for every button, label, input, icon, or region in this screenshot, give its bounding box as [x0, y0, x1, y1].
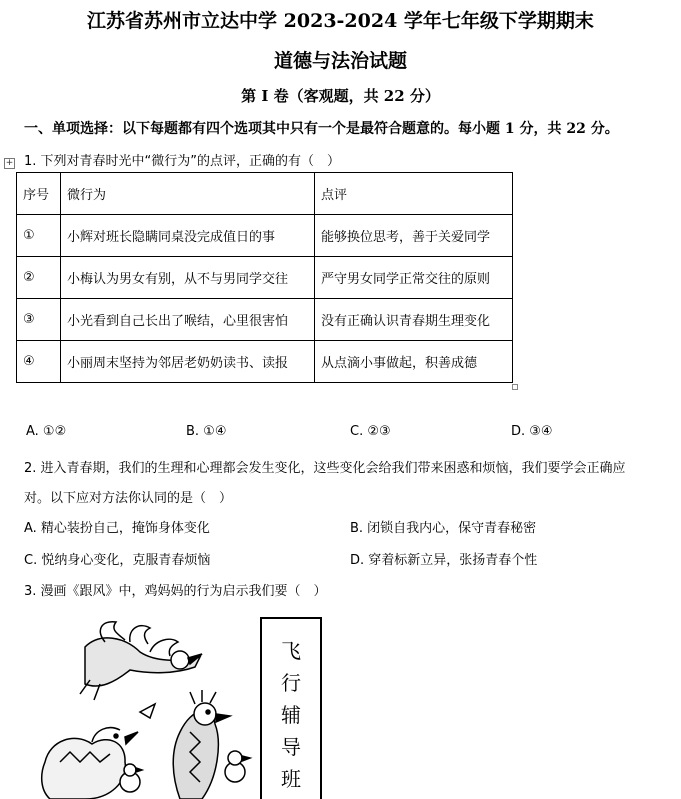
table-row	[17, 299, 513, 341]
table-cell: ②	[17, 257, 61, 299]
q1-option-b[interactable]: B. ①④	[186, 424, 227, 439]
question-1-stem: 1. 下列对青春时光中“微行为”的点评，正确的有（ ）	[24, 154, 341, 169]
question-2-stem-cont: 对。以下应对方法你认同的是（ ）	[24, 491, 233, 506]
part-heading: 第 I 卷（客观题，共 22 分）	[241, 87, 440, 105]
q1-option-a[interactable]: A. ①②	[26, 424, 67, 439]
q2-option-b[interactable]: B. 闭锁自我内心，保守青春秘密	[350, 521, 537, 536]
q2-option-c[interactable]: C. 悦纳身心变化，克服青春烦恼	[24, 553, 211, 568]
table-row	[17, 257, 513, 299]
cartoon-sign-text: 飞 行 辅 导 班	[281, 639, 301, 791]
table-cell: 从点滴小事做起，积善成德	[315, 341, 513, 383]
section-heading: 一、单项选择：以下每题都有四个选项其中只有一个是最符合题意的。每小题 1 分，共 22 分。	[24, 121, 619, 137]
table-cell: ①	[17, 215, 61, 257]
q2-option-d[interactable]: D. 穿着标新立异，张扬青春个性	[350, 553, 538, 568]
table-cell: 能够换位思考，善于关爱同学	[315, 215, 513, 257]
table-cell: 没有正确认识青春期生理变化	[315, 299, 513, 341]
q2-option-a[interactable]: A. 精心装扮自己，掩饰身体变化	[24, 521, 210, 536]
table-header-cell: 微行为	[61, 173, 315, 215]
table-header-cell: 点评	[315, 173, 513, 215]
table-row	[17, 215, 513, 257]
table-cell: ③	[17, 299, 61, 341]
table-header-cell: 序号	[17, 173, 61, 215]
cartoon-sign	[260, 617, 322, 799]
question-2-stem: 2. 进入青春期，我们的生理和心理都会发生变化，这些变化会给我们带来困惑和烦恼，我们要学会正确应	[24, 461, 626, 476]
table-row	[17, 341, 513, 383]
question-3-stem: 3. 漫画《跟风》中，鸡妈妈的行为启示我们要（ ）	[24, 584, 327, 599]
table-cell: 严守男女同学正常交往的原则	[315, 257, 513, 299]
table-move-handle-icon[interactable]: +	[5, 158, 14, 168]
table-cell: 小辉对班长隐瞒同桌没完成值日的事	[61, 215, 315, 257]
exam-subject: 道德与法治试题	[273, 50, 407, 72]
table-cell: ④	[17, 341, 61, 383]
table-cell: 小光看到自己长出了喉结，心里很害怕	[61, 299, 315, 341]
question-1-table	[16, 172, 513, 383]
q1-option-c[interactable]: C. ②③	[350, 424, 391, 439]
table-cell: 小丽周末坚持为邻居老奶奶读书、读报	[61, 341, 315, 383]
exam-title: 江苏省苏州市立达中学 2023-2024 学年七年级下学期期末	[87, 10, 594, 32]
table-cell: 小梅认为男女有别，从不与男同学交往	[61, 257, 315, 299]
q1-option-d[interactable]: D. ③④	[511, 424, 553, 439]
table-resize-handle-icon[interactable]	[512, 384, 518, 390]
table-header-row	[17, 173, 513, 215]
